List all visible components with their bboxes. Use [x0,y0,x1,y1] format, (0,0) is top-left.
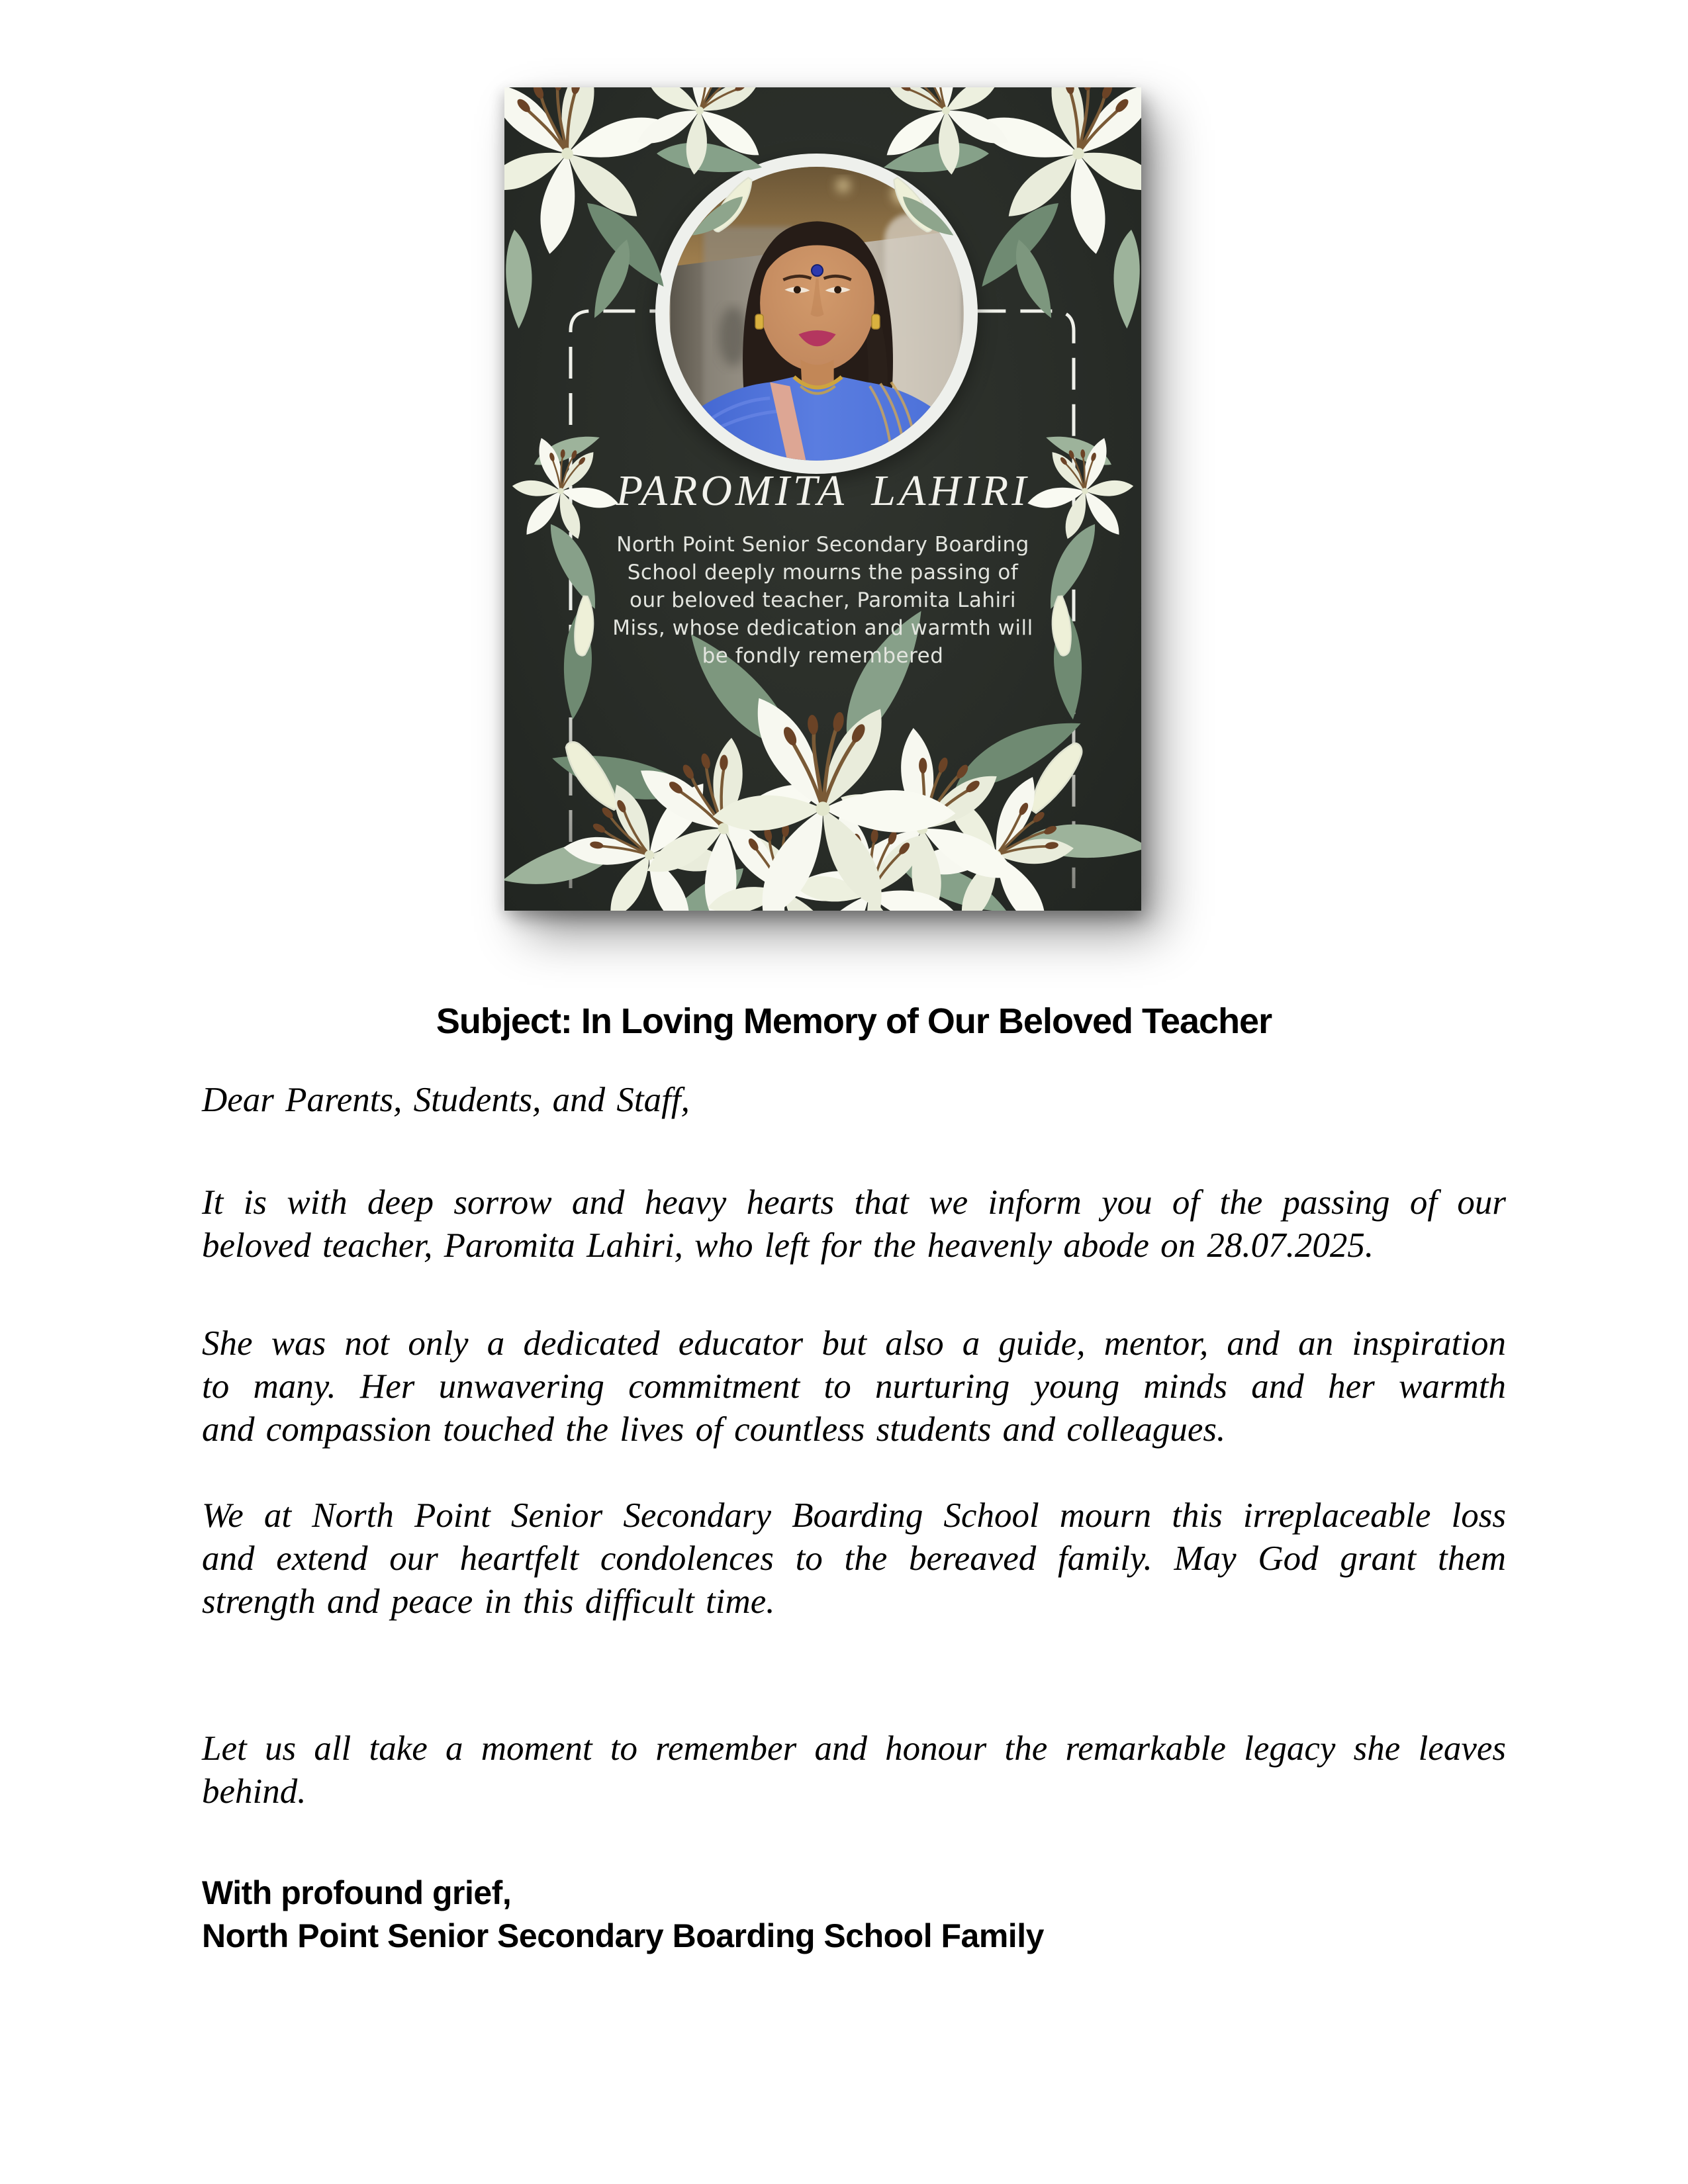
text-line: behind. [202,1772,306,1811]
closing-block [202,1872,1506,1958]
text-line: Miss, whose dedication and warmth will [612,616,1033,640]
text-line: Let us all take a moment to remember and honour the remarkable legacy she leaves [202,1729,1506,1768]
body-paragraph-4 [202,1727,1506,1813]
subject-line: Subject: In Loving Memory of Our Beloved Teacher [436,1001,1272,1041]
text-line: School deeply mourns the passing of [627,561,1019,584]
body-paragraph-1 [202,1181,1506,1267]
text-line: to many. Her unwavering commitment to nurturing young minds and her warmth [202,1367,1506,1406]
text-line: our beloved teacher, Paromita Lahiri [630,588,1016,612]
text-line: be fondly remembered [702,644,944,668]
text-line: It is with deep sorrow and heavy hearts that we inform you of the passing of our [202,1183,1506,1222]
salutation-line: Dear Parents, Students, and Staff, [202,1081,690,1119]
text-line: and extend our heartfelt condolences to the bereaved family. May God grant them [202,1539,1506,1578]
text-line: North Point Senior Secondary Boarding [616,533,1029,557]
text-line: She was not only a dedicated educator but also a guide, mentor, and an inspiration [202,1324,1506,1363]
memorial-card [504,87,1141,911]
text-line: We at North Point Senior Secondary Boarding School mourn this irreplaceable loss [202,1496,1506,1535]
body-paragraph-2 [202,1322,1506,1451]
text-line: and compassion touched the lives of countless students and colleagues. [202,1410,1226,1449]
deceased-name: PAROMITA LAHIRI [616,467,1030,515]
text-line: North Point Senior Secondary Boarding School Family [202,1917,1044,1954]
card-tribute-text [538,531,1108,670]
body-paragraph-3 [202,1494,1506,1623]
text-line: beloved teacher, Paromita Lahiri, who left for the heavenly abode on 28.07.2025. [202,1226,1374,1265]
text-line: With profound grief, [202,1874,512,1911]
text-line: strength and peace in this difficult time. [202,1582,775,1621]
